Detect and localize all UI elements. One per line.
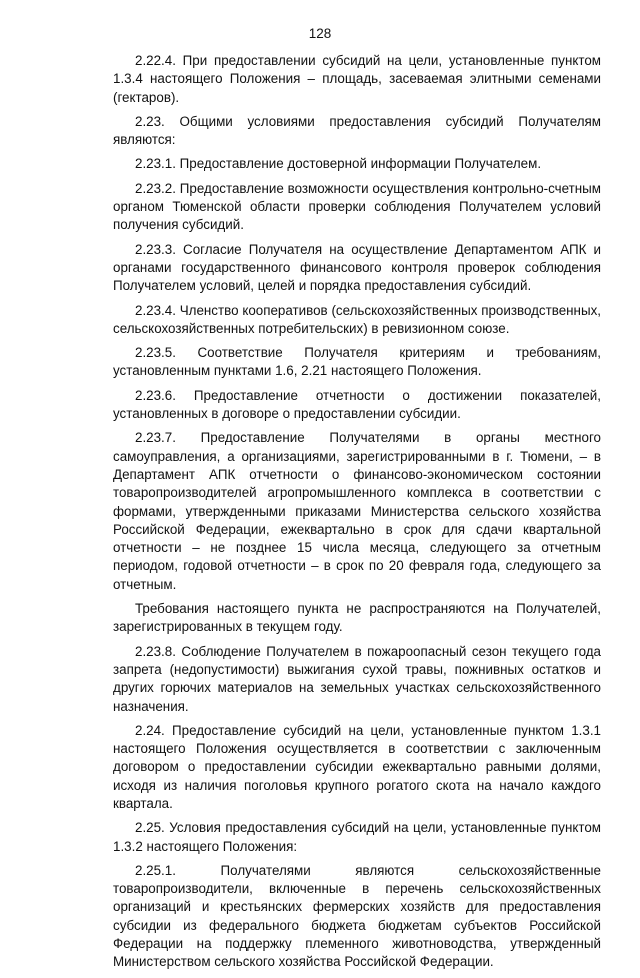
- paragraph-2-25: 2.25. Условия предоставления субсидий на цели, установленные пунктом 1.3.2 настоящего Положения:: [113, 820, 601, 854]
- page-number: 128: [308, 26, 332, 41]
- document-body: [113, 52, 601, 978]
- paragraph-2-25-1: 2.25.1. Получателями являются сельскохозяйственные товаропроизводители, включенные в перечень сельскохозяйственных организаций и крестьянских фермерских хозяйств для предоставления субсидии из федерального бюджета бюджетам субъектов Российской Федерации на поддержку племенного животноводства, утвержденный Министерством сельского хозяйства Российской Федерации.: [113, 862, 601, 970]
- paragraph-2-23-7: 2.23.7. Предоставление Получателями в органы местного самоуправления, а организациями, зарегистрированными в г. Тюмени, – в Департамент АПК отчетности о финансово-экономическом состоянии товаропроизводителей агропромышленного комплекса в соответствии с формами, утвержденными приказами Министерства сельского хозяйства Российской Федерации, ежеквартально в срок для сдачи квартальной отчетности – не позднее 15 числа месяца, следующего за отчетным периодом, годовой отчетности – в срок по 20 февраля года, следующего за отчетным.: [113, 430, 601, 592]
- paragraph-2-23-4: 2.23.4. Членство кооперативов (сельскохозяйственных производственных, сельскохозяйственных потребительских) в ревизионном союзе.: [113, 302, 601, 336]
- paragraph-2-23-1: 2.23.1. Предоставление достоверной информации Получателем.: [135, 156, 542, 172]
- paragraph-2-23-7-note: Требования настоящего пункта не распространяются на Получателей, зарегистрированных в текущем году.: [113, 601, 601, 635]
- paragraph-2-23-6: 2.23.6. Предоставление отчетности о достижении показателей, установленных в договоре о предоставлении субсидии.: [113, 387, 601, 422]
- paragraph-2-22-4: 2.22.4. При предоставлении субсидий на цели, установленные пунктом 1.3.4 настоящего Положения – площадь, засеваемая элитными семенами (гектаров).: [113, 53, 601, 105]
- paragraph-2-23-2: 2.23.2. Предоставление возможности осуществления контрольно-счетным органом Тюменской области проверки соблюдения Получателем условий получения субсидий.: [113, 180, 601, 233]
- paragraph-2-23-8: 2.23.8. Соблюдение Получателем в пожароопасный сезон текущего года запрета (недопустимости) выжигания сухой травы, пожнивных остатков и других горючих материалов на земельных участках сельскохозяйственного назначения.: [113, 643, 601, 714]
- paragraph-2-24: 2.24. Предоставление субсидий на цели, установленные пунктом 1.3.1 настоящего Положения осуществляется в соответствии с заключенным договором о предоставлении субсидии ежеквартально равными долями, исходя из наличия поголовья крупного рогатого скота на начало каждого квартала.: [113, 722, 601, 811]
- paragraph-2-23: 2.23. Общими условиями предоставления субсидий Получателям являются:: [113, 113, 601, 148]
- paragraph-2-23-3: 2.23.3. Согласие Получателя на осуществление Департаментом АПК и органами государственного финансового контроля проверок соблюдения Получателем условий, целей и порядка предоставления субсидий.: [113, 241, 601, 294]
- paragraph-2-23-5: 2.23.5. Соответствие Получателя критериям и требованиям, установленным пунктами 1.6, 2.21 настоящего Положения.: [113, 345, 601, 379]
